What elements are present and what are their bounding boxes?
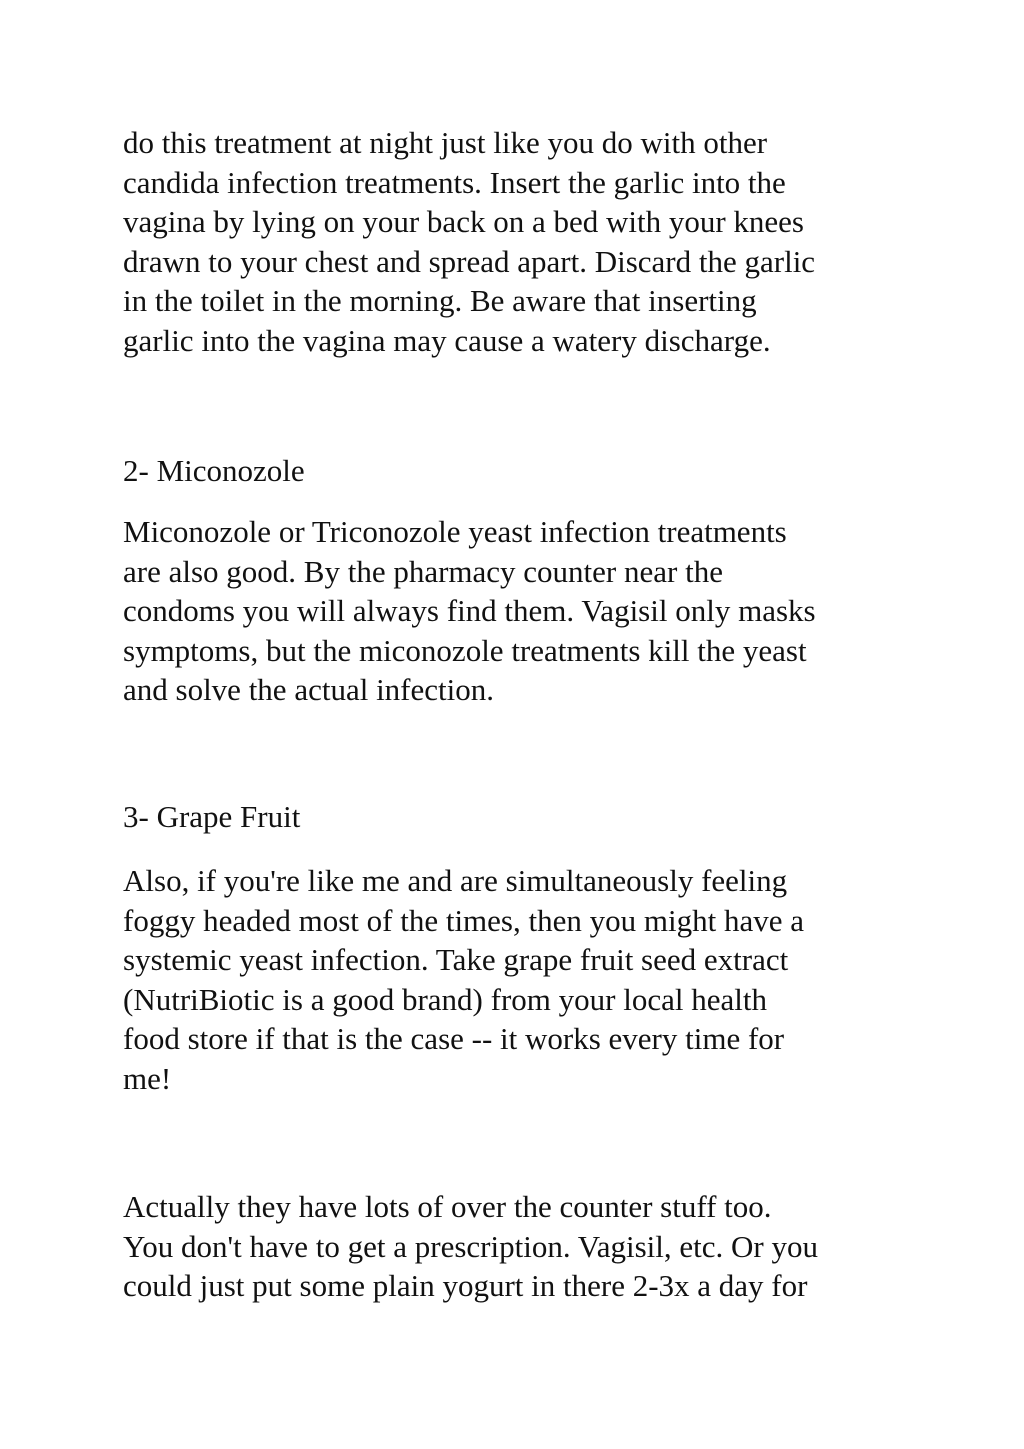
paragraph-line: could just put some plain yogurt in there 2-3x a day for bbox=[123, 1268, 808, 1304]
paragraph-line: Also, if you're like me and are simultaneously feeling bbox=[123, 863, 788, 898]
paragraph-line: condoms you will always find them. Vagisil only masks bbox=[123, 593, 816, 629]
paragraph-line: (NutriBiotic is a good brand) from your local health bbox=[123, 981, 767, 1017]
paragraph-line: foggy headed most of the times, then you might have a bbox=[123, 902, 804, 938]
paragraph-line: are also good. By the pharmacy counter near the bbox=[123, 553, 723, 589]
paragraph-line: food store if that is the case -- it works every time for bbox=[123, 1021, 785, 1057]
paragraph-line: garlic into the vagina may cause a watery discharge. bbox=[123, 322, 771, 358]
paragraph-line: systemic yeast infection. Take grape fruit seed extract bbox=[123, 942, 789, 978]
paragraph-line: You don't have to get a prescription. Vagisil, etc. Or you bbox=[123, 1228, 818, 1264]
paragraph-line: me! bbox=[123, 1060, 172, 1096]
section-heading-miconozole: 2- Miconozole bbox=[123, 453, 305, 488]
paragraph-line: symptoms, but the miconozole treatments kill the yeast bbox=[123, 632, 807, 668]
paragraph-line: vagina by lying on your back on a bed with your knees bbox=[123, 204, 804, 240]
paragraph-line: Actually they have lots of over the counter stuff too. bbox=[123, 1189, 772, 1224]
closing-paragraph bbox=[123, 1187, 923, 1306]
intro-paragraph bbox=[123, 123, 923, 361]
paragraph-line: in the toilet in the morning. Be aware that inserting bbox=[123, 283, 757, 319]
miconozole-paragraph bbox=[123, 512, 923, 710]
paragraph-line: candida infection treatments. Insert the garlic into the bbox=[123, 164, 786, 200]
paragraph-line: and solve the actual infection. bbox=[123, 672, 495, 708]
paragraph-line: drawn to your chest and spread apart. Discard the garlic bbox=[123, 243, 816, 279]
section-heading-grape-fruit: 3- Grape Fruit bbox=[123, 799, 301, 834]
paragraph-line: Miconozole or Triconozole yeast infection treatments bbox=[123, 514, 787, 549]
grape-fruit-paragraph bbox=[123, 861, 923, 1099]
paragraph-line: do this treatment at night just like you do with other bbox=[123, 125, 768, 160]
